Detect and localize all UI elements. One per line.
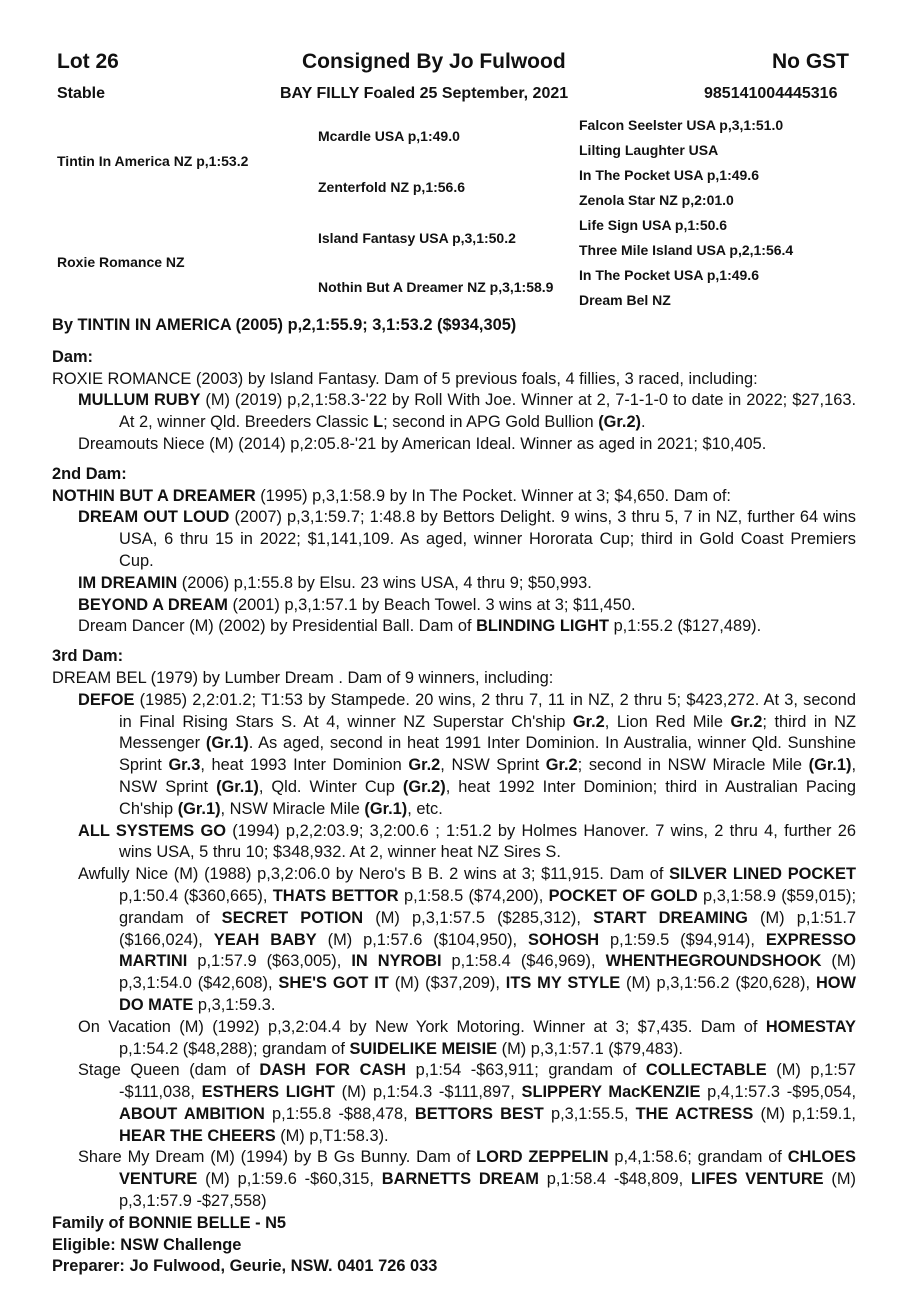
dam-entry: Dreamouts Niece (M) (2014) p,2:05.8-'21 by American Ideal. Winner as aged in 2021; $10,405. — [78, 434, 767, 453]
third-dam-entry-defoe: DEFOE (1985) 2,2:01.2; T1:53 by Stampede. 20 wins, 2 thru 7, 11 in NZ, 2 thru 5; $423,272. At 3, second in Final Rising Stars S. At 4, winner NZ Superstar Ch'ship Gr.2, Lion Red Mile Gr.2; third in NZ Messenger (Gr.1). As aged, second in heat 1991 Inter Dominion. In Australia, winner Qld. Sunshine Sprint Gr.3, heat 1993 Inter Dominion Gr.2, NSW Sprint Gr.2; second in NSW Miracle Mile (Gr.1), NSW Sprint (Gr.1), Qld. Winter Cup (Gr.2), heat 1992 Inter Dominion; third in Australian Pacing Ch'ship (Gr.1), NSW Miracle Mile (Gr.1), etc. — [78, 690, 856, 818]
third-dam-entry-on-vacation: On Vacation (M) (1992) p,3,2:04.4 by New York Motoring. Winner at 3; $7,435. Dam of HOMESTAY p,1:54.2 ($48,288); grandam of SUIDELIKE MEISIE (M) p,3,1:57.1 ($79,483). — [78, 1017, 856, 1058]
sire-line: By TINTIN IN AMERICA (2005) p,2,1:55.9; 3,1:53.2 ($934,305) — [52, 316, 517, 334]
second-dam-entry: BEYOND A DREAM (2001) p,3,1:57.1 by Beach Towel. 3 wins at 3; $11,450. — [78, 595, 636, 614]
pedigree-dss: Life Sign USA p,1:50.6 — [579, 217, 728, 233]
dam-heading: Dam: — [52, 347, 93, 366]
preparer-line: Preparer: Jo Fulwood, Geurie, NSW. 0401 726 033 — [52, 1257, 438, 1276]
dam-entry: MULLUM RUBY (M) (2019) p,2,1:58.3-'22 by Roll With Joe. Winner at 2, 7-1-1-0 to date in 2022; $27,163. At 2, winner Qld. Breeders Classic L; second in APG Gold Bullion (Gr.2). — [78, 391, 856, 432]
third-dam-entry-all-systems-go: ALL SYSTEMS GO (1994) p,2,2:03.9; 3,2:00.6 ; 1:51.2 by Holmes Hanover. 7 wins, 2 thru 4, further 26 wins USA, 5 thru 10; $348,932. At 2, winner heat NZ Sires S. — [78, 821, 857, 862]
horse-description: BAY FILLY Foaled 25 September, 2021 — [280, 85, 569, 102]
catalogue-body — [52, 315, 856, 1278]
pedigree-dam-dam: Nothin But A Dreamer NZ p,3,1:58.9 — [318, 279, 554, 295]
pedigree-dsd: Three Mile Island USA p,2,1:56.4 — [579, 242, 794, 258]
pedigree-sire-dam: Zenterfold NZ p,1:56.6 — [318, 179, 466, 195]
eligible-line: Eligible: NSW Challenge — [52, 1235, 242, 1254]
pedigree-dds: In The Pocket USA p,1:49.6 — [579, 267, 759, 283]
gst-status: No GST — [772, 50, 849, 73]
second-dam-entry: IM DREAMIN (2006) p,1:55.8 by Elsu. 23 wins USA, 4 thru 9; $50,993. — [78, 573, 592, 592]
dam-intro: ROXIE ROMANCE (2003) by Island Fantasy. Dam of 5 previous foals, 4 fillies, 3 raced, including: — [52, 369, 758, 388]
lot-number: Lot 26 — [57, 50, 119, 73]
pedigree-sss: Falcon Seelster USA p,3,1:51.0 — [579, 117, 784, 133]
pedigree-ssd: Lilting Laughter USA — [579, 142, 719, 158]
pedigree-dam: Roxie Romance NZ — [57, 254, 185, 270]
third-dam-heading: 3rd Dam: — [52, 647, 124, 666]
horse-name: MULLUM RUBY — [78, 391, 201, 410]
third-dam-entry-stage-queen: Stage Queen (dam of DASH FOR CASH p,1:54 -$63,911; grandam of COLLECTABLE (M) p,1:57 -$111,038, ESTHERS LIGHT (M) p,1:54.3 -$111,897, SLIPPERY MacKENZIE p,4,1:57.3 -$95,054, ABOUT AMBITION p,1:55.8 -$88,478, BETTORS BEST p,3,1:55.5, THE ACTRESS (M) p,1:59.1, HEAR THE CHEERS (M) p,T1:58.3). — [78, 1061, 857, 1145]
pedigree-sdd: Zenola Star NZ p,2:01.0 — [579, 192, 734, 208]
pedigree-sds: In The Pocket USA p,1:49.6 — [579, 167, 759, 183]
third-dam-entry-share-my-dream: Share My Dream (M) (1994) by B Gs Bunny. Dam of LORD ZEPPELIN p,4,1:58.6; grandam of CHLOES VENTURE (M) p,1:59.6 -$60,315, BARNETTS DREAM p,1:58.4 -$48,809, LIFES VENTURE (M) p,3,1:57.9 -$27,558) — [78, 1148, 857, 1211]
second-dam-intro: NOTHIN BUT A DREAMER (1995) p,3,1:58.9 by In The Pocket. Winner at 3; $4,650. Dam of: — [52, 486, 731, 505]
third-dam-entry-awfully-nice: Awfully Nice (M) (1988) p,3,2:06.0 by Nero's B B. 2 wins at 3; $11,915. Dam of SILVER LINED POCKET p,1:50.4 ($360,665), THATS BETTOR p,1:58.5 ($74,200), POCKET OF GOLD p,3,1:58.9 ($59,015); grandam of SECRET POTION (M) p,3,1:57.5 ($285,312), START DREAMING (M) p,1:51.7 ($166,024), YEAH BABY (M) p,1:57.6 ($104,950), SOHOSH p,1:59.5 ($94,914), EXPRESSO MARTINI p,1:57.9 ($63,005), IN NYROBI p,1:58.4 ($46,969), WHENTHEGROUNDSHOOK (M) p,3,1:54.0 ($42,608), SHE'S GOT IT (M) ($37,209), ITS MY STYLE (M) p,3,1:56.2 ($20,628), HOW DO MATE p,3,1:59.3. — [78, 865, 857, 1014]
family-line: Family of BONNIE BELLE - N5 — [52, 1213, 287, 1232]
pedigree-sire-sire: Mcardle USA p,1:49.0 — [318, 128, 460, 144]
microchip-number: 985141004445316 — [704, 85, 838, 102]
second-dam-entry: DREAM OUT LOUD (2007) p,3,1:59.7; 1:48.8 by Bettors Delight. 9 wins, 3 thru 5, 7 in NZ, further 64 wins USA, 6 thru 15 in 2022; $1,141,109. As aged, winner Hororata Cup; third in Gold Coast Premiers Cup. — [78, 508, 856, 570]
third-dam-intro: DREAM BEL (1979) by Lumber Dream . Dam of 9 winners, including: — [52, 668, 554, 687]
second-dam-heading: 2nd Dam: — [52, 464, 127, 483]
consignor: Consigned By Jo Fulwood — [302, 50, 566, 73]
stable-label: Stable — [57, 85, 106, 102]
pedigree-ddd: Dream Bel NZ — [579, 292, 671, 308]
second-dam-entry: Dream Dancer (M) (2002) by Presidential Ball. Dam of BLINDING LIGHT p,1:55.2 ($127,489). — [78, 617, 762, 636]
pedigree-dam-sire: Island Fantasy USA p,3,1:50.2 — [318, 230, 516, 246]
pedigree-sire: Tintin In America NZ p,1:53.2 — [57, 153, 249, 169]
